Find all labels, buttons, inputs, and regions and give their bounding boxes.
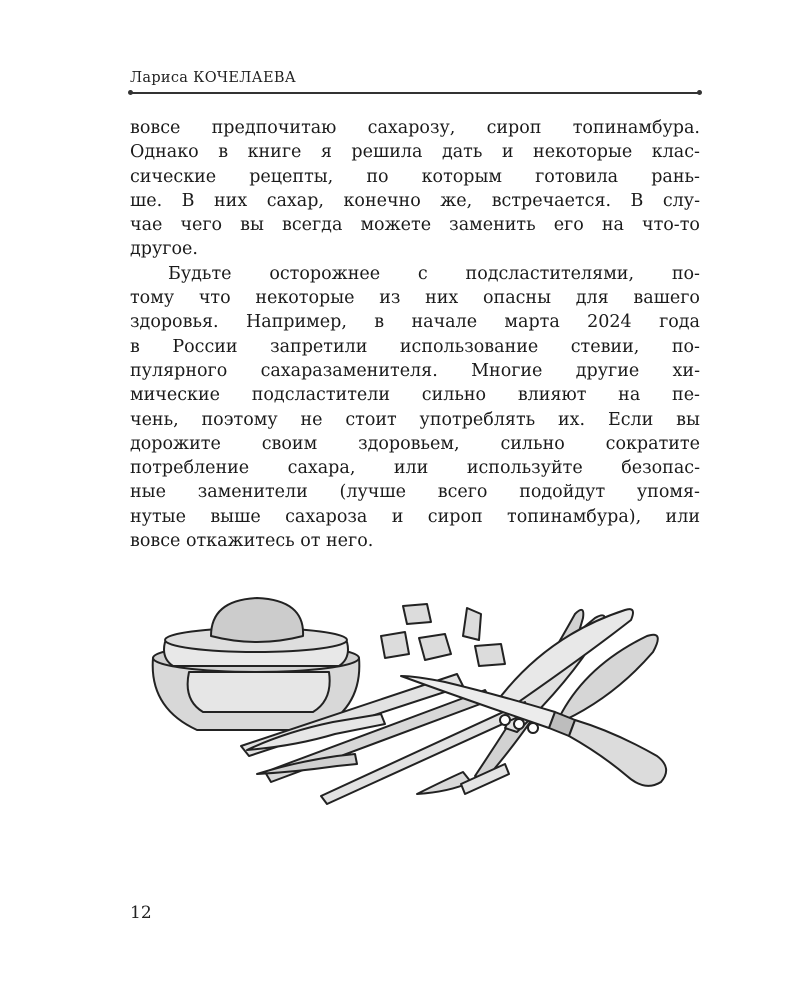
text-line: другое. [130, 239, 198, 260]
text-line: потребление сахара, или используйте безопас- [130, 458, 700, 479]
kitchen-knives-and-bowl-icon [145, 596, 685, 814]
text-line: пулярного сахаразаменителя. Многие другие хи- [130, 360, 700, 381]
text-line: вовсе откажитесь от него. [130, 531, 374, 552]
text-line: вовсе предпочитаю сахарозу, сироп топинамбура. [130, 118, 700, 138]
text-line: ные заменители (лучше всего подойдут упомя- [130, 482, 700, 503]
paragraph-1 [130, 116, 700, 262]
text-line: чае чего вы всегда можете заменить его на что-то [130, 215, 700, 236]
header-rule [130, 92, 700, 94]
text-line: нутые выше сахароза и сироп топинамбура), или [130, 506, 700, 527]
paragraph-2 [130, 262, 700, 554]
text-line: дорожите своим здоровьем, сильно сократите [130, 433, 700, 454]
text-line: ше. В них сахар, конечно же, встречается. В слу- [130, 190, 700, 211]
running-header [130, 66, 700, 96]
page-number: 12 [130, 903, 152, 923]
text-line: чень, поэтому не стоит употреблять их. Если вы [130, 409, 700, 430]
text-line: сические рецепты, по которым готовила рань- [130, 166, 700, 187]
text-line: тому что некоторые из них опасны для вашего [130, 288, 700, 309]
text-line: здоровья. Например, в начале марта 2024 года [130, 312, 700, 333]
body-text [130, 116, 700, 553]
text-line: Будьте осторожнее с подсластителями, по- [168, 263, 700, 284]
text-line: Однако в книге я решила дать и некоторые клас- [130, 142, 700, 163]
text-line: в России запретили использование стевии, по- [130, 336, 700, 357]
author-name: Лариса КОЧЕЛАЕВА [130, 70, 297, 86]
text-line: мические подсластители сильно влияют на пе- [130, 385, 700, 406]
